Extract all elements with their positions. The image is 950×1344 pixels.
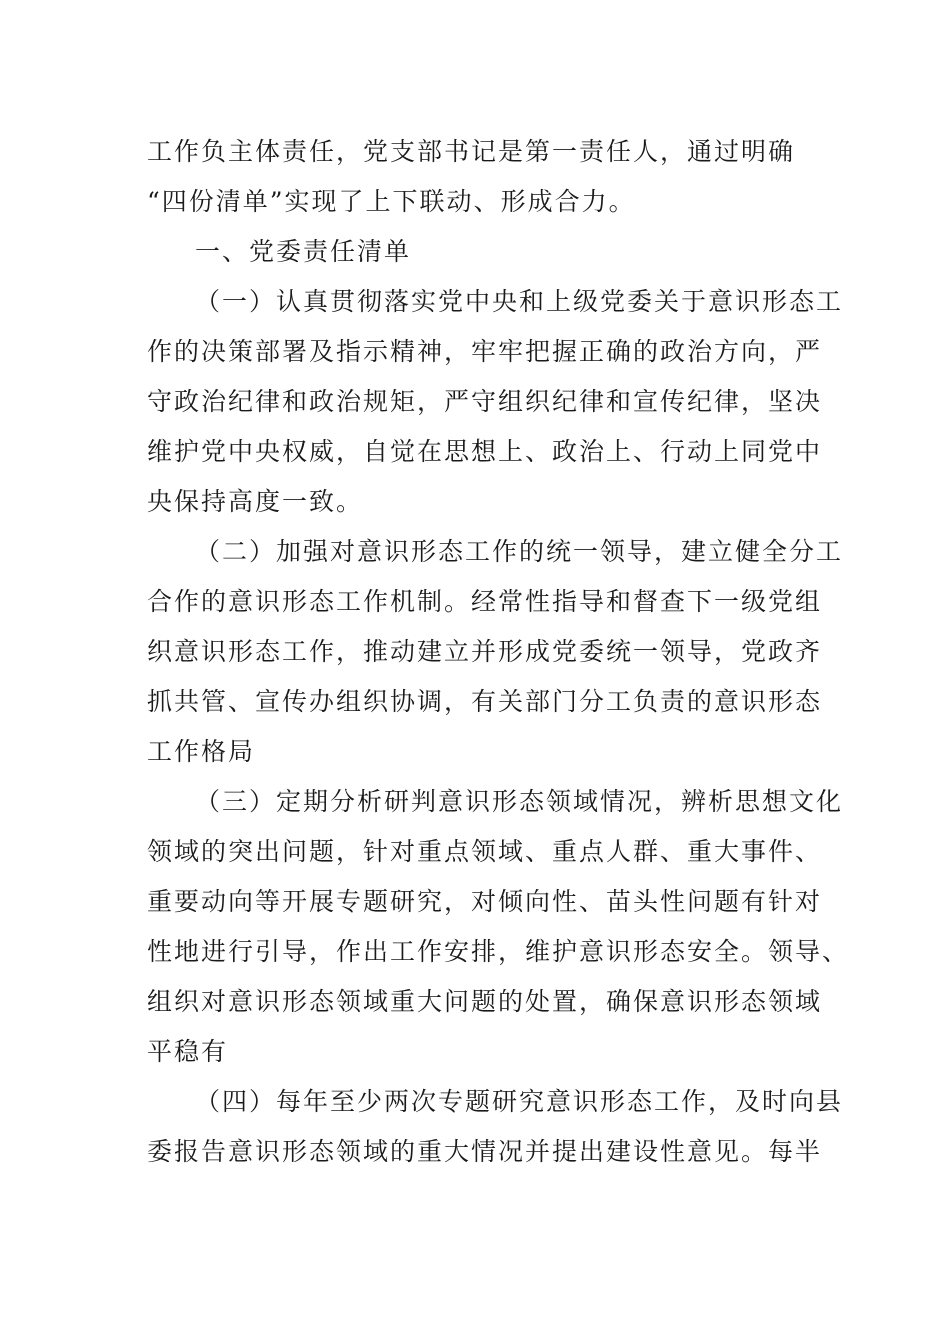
text-line: 维护党中央权威，自觉在思想上、政治上、行动上同党中 [147,437,823,466]
paragraph-start-line: （三）定期分析研判意识形态领域情况，辨析思想文化 [195,787,844,816]
paragraph-start-line: （一）认真贯彻落实党中央和上级党委关于意识形态工 [195,287,844,316]
text-line: 工作负主体责任，党支部书记是第一责任人，通过明确 [147,137,796,166]
text-line: “四份清单”实现了上下联动、形成合力。 [147,187,636,216]
text-line: 性地进行引导，作出工作安排，维护意识形态安全。领导、 [147,937,850,966]
text-line: 合作的意识形态工作机制。经常性指导和督查下一级党组 [147,587,823,616]
paragraph-start-line: （二）加强对意识形态工作的统一领导，建立健全分工 [195,537,844,566]
text-line: 领域的突出问题，针对重点领域、重点人群、重大事件、 [147,837,823,866]
section-heading: 一、党委责任清单 [195,237,412,266]
text-line: 守政治纪律和政治规矩，严守组织纪律和宣传纪律，坚决 [147,387,823,416]
paragraph-start-line: （四）每年至少两次专题研究意识形态工作，及时向县 [195,1087,844,1116]
text-line: 工作格局 [147,737,256,766]
text-line: 织意识形态工作，推动建立并形成党委统一领导，党政齐 [147,637,823,666]
text-line: 央保持高度一致。 [147,487,364,516]
text-line: 抓共管、宣传办组织协调，有关部门分工负责的意识形态 [147,687,823,716]
text-line: 组织对意识形态领域重大问题的处置，确保意识形态领域 [147,987,823,1016]
text-line: 委报告意识形态领域的重大情况并提出建设性意见。每半 [147,1137,823,1166]
text-line: 平稳有 [147,1037,229,1066]
text-line: 重要动向等开展专题研究，对倾向性、苗头性问题有针对 [147,887,823,916]
text-line: 作的决策部署及指示精神，牢牢把握正确的政治方向，严 [147,337,823,366]
